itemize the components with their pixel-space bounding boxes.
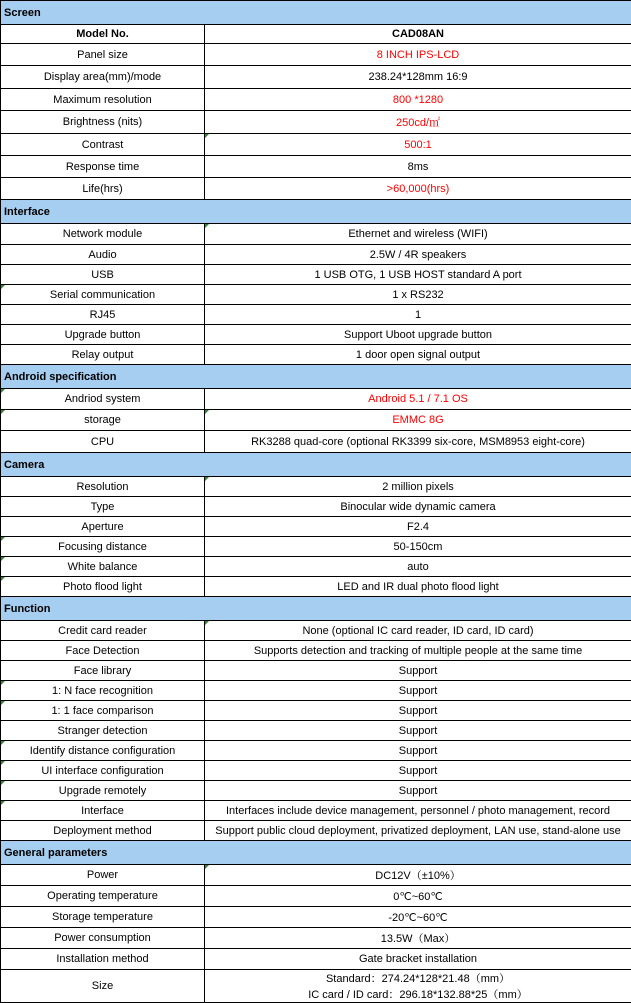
focus-value: 50-150cm [205,537,631,557]
face-detection-label: Face Detection [1,641,205,661]
relay-value: 1 door open signal output [205,345,631,365]
distance-config-value: Support [205,741,631,761]
camera-type-value: Binocular wide dynamic camera [205,497,631,517]
power-consumption-value: 13.5W（Max） [205,928,631,949]
audio-label: Audio [1,245,205,265]
ui-config-label: UI interface configuration [1,761,205,781]
section-function: Function [1,597,631,621]
ui-config-value: Support [205,761,631,781]
remote-upgrade-value: Support [205,781,631,801]
installation-label: Installation method [1,949,205,970]
life-label: Life(hrs) [1,178,205,200]
deployment-label: Deployment method [1,821,205,841]
display-label: Display area(mm)/mode [1,66,205,89]
resolution-value: 800 *1280 [205,89,631,111]
contrast-label: Contrast [1,134,205,156]
flood-light-value: LED and IR dual photo flood light [205,577,631,597]
aperture-value: F2.4 [205,517,631,537]
storage-temp-value: -20℃~60℃ [205,907,631,928]
size-label: Size [1,970,205,1003]
panel-label: Panel size [1,44,205,66]
network-value: Ethernet and wireless (WIFI) [205,224,631,245]
card-reader-value: None (optional IC card reader, ID card, ID card) [205,621,631,641]
remote-upgrade-label: Upgrade remotely [1,781,205,801]
upgrade-button-label: Upgrade button [1,325,205,345]
panel-value: 8 INCH IPS-LCD [205,44,631,66]
face-library-value: Support [205,661,631,681]
white-balance-value: auto [205,557,631,577]
function-interface-label: Interface [1,801,205,821]
size-standard: Standard：274.24*128*21.48（mm） [207,970,629,986]
function-interface-value: Interfaces include device management, personnel / photo management, record [205,801,631,821]
section-screen: Screen [1,1,631,25]
focus-label: Focusing distance [1,537,205,557]
one-n-value: Support [205,681,631,701]
camera-resolution-value: 2 million pixels [205,477,631,497]
aperture-label: Aperture [1,517,205,537]
audio-value: 2.5W / 4R speakers [205,245,631,265]
deployment-value: Support public cloud deployment, privatized deployment, LAN use, stand-alone use [205,821,631,841]
android-system-value: Android 5.1 / 7.1 OS [205,389,631,410]
resolution-label: Maximum resolution [1,89,205,111]
installation-value: Gate bracket installation [205,949,631,970]
stranger-label: Stranger detection [1,721,205,741]
stranger-value: Support [205,721,631,741]
contrast-value: 500:1 [205,134,631,156]
camera-resolution-label: Resolution [1,477,205,497]
cpu-label: CPU [1,431,205,453]
serial-value: 1 x RS232 [205,285,631,305]
size-card: IC card / ID card：296.18*132.88*25（mm） [207,986,629,1002]
operating-temp-value: 0℃~60℃ [205,886,631,907]
power-value: DC12V（±10%） [205,865,631,886]
storage-value: EMMC 8G [205,410,631,431]
storage-temp-label: Storage temperature [1,907,205,928]
face-detection-value: Supports detection and tracking of multiple people at the same time [205,641,631,661]
model-value: CAD08AN [205,25,631,44]
usb-value: 1 USB OTG, 1 USB HOST standard A port [205,265,631,285]
one-one-value: Support [205,701,631,721]
distance-config-label: Identify distance configuration [1,741,205,761]
model-label: Model No. [1,25,205,44]
display-value: 238.24*128mm 16:9 [205,66,631,89]
section-camera: Camera [1,453,631,477]
brightness-value: 250cd/㎡ [205,111,631,134]
rj45-value: 1 [205,305,631,325]
one-n-label: 1: N face recognition [1,681,205,701]
flood-light-label: Photo flood light [1,577,205,597]
section-android: Android specification [1,365,631,389]
network-label: Network module [1,224,205,245]
rj45-label: RJ45 [1,305,205,325]
power-label: Power [1,865,205,886]
serial-label: Serial communication [1,285,205,305]
usb-label: USB [1,265,205,285]
one-one-label: 1: 1 face comparison [1,701,205,721]
operating-temp-label: Operating temperature [1,886,205,907]
white-balance-label: White balance [1,557,205,577]
life-value: >60,000(hrs) [205,178,631,200]
section-general: General parameters [1,841,631,865]
response-label: Response time [1,156,205,178]
upgrade-button-value: Support Uboot upgrade button [205,325,631,345]
android-system-label: Andriod system [1,389,205,410]
section-interface: Interface [1,200,631,224]
brightness-label: Brightness (nits) [1,111,205,134]
storage-label: storage [1,410,205,431]
relay-label: Relay output [1,345,205,365]
response-value: 8ms [205,156,631,178]
power-consumption-label: Power consumption [1,928,205,949]
face-library-label: Face library [1,661,205,681]
camera-type-label: Type [1,497,205,517]
card-reader-label: Credit card reader [1,621,205,641]
cpu-value: RK3288 quad-core (optional RK3399 six-core, MSM8953 eight-core) [205,431,631,453]
size-value [205,970,631,1003]
